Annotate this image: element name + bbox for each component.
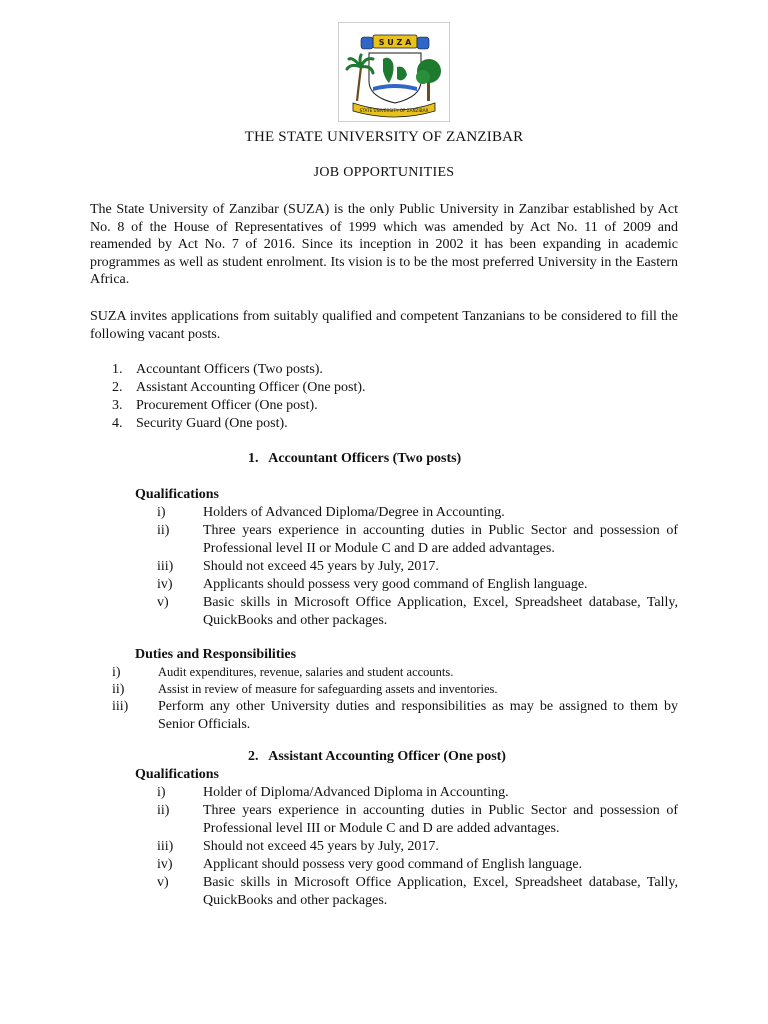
section-1-qualifications-heading: Qualifications	[135, 487, 220, 502]
qualification-item: i) Holder of Diploma/Advanced Diploma in Accounting.	[157, 785, 509, 800]
post-list-item: 4. Security Guard (One post).	[112, 416, 288, 431]
suza-crest-icon	[339, 23, 449, 121]
qualification-item: ii) Three years experience in accounting duties in Public Sector and possession of Professional level III or Module C and D are added advantages.	[157, 803, 678, 836]
post-list-item: 1. Accountant Officers (Two posts).	[112, 362, 323, 377]
intro-paragraph-2: SUZA invites applications from suitably qualified and competent Tanzanians to be considered to fill the following vacant posts.	[90, 309, 678, 342]
qualification-item: iii) Should not exceed 45 years by July, 2017.	[157, 559, 439, 574]
document-title: THE STATE UNIVERSITY OF ZANZIBAR	[244, 129, 524, 145]
qualification-item: ii) Three years experience in accounting duties in Public Sector and possession of Professional level II or Module C and D are added advantages.	[157, 523, 678, 556]
duty-item: i) Audit expenditures, revenue, salaries and student accounts.	[112, 665, 454, 680]
qualification-item: v) Basic skills in Microsoft Office Application, Excel, Spreadsheet database, Tally, QuickBooks and other packages.	[157, 595, 678, 628]
crest-shield	[369, 53, 421, 103]
document-subtitle: JOB OPPORTUNITIES	[313, 165, 455, 180]
crest-palm-trunk	[357, 67, 361, 101]
crest-ribbon-text: STATE UNIVERSITY OF ZANZIBAR	[359, 108, 429, 113]
post-list-item: 3. Procurement Officer (One post).	[112, 398, 318, 413]
section-2-heading: 2. Assistant Accounting Officer (One post)	[248, 749, 506, 764]
qualification-item: iv) Applicant should possess very good command of English language.	[157, 857, 583, 872]
section-2-qualifications-heading: Qualifications	[135, 767, 220, 782]
qualification-item: v) Basic skills in Microsoft Office Application, Excel, Spreadsheet database, Tally, QuickBooks and other packages.	[157, 875, 678, 908]
qualification-item: iv) Applicants should possess very good command of English language.	[157, 577, 588, 592]
crest-right-scroll	[417, 37, 429, 49]
duties-heading: Duties and Responsibilities	[135, 647, 297, 662]
duty-item: iii) Perform any other University duties and responsibilities as may be assigned to them by Senior Officials.	[112, 699, 678, 732]
crest-banner-text: S U Z A	[378, 38, 412, 47]
post-list-item: 2. Assistant Accounting Officer (One post).	[112, 380, 366, 395]
section-1-heading: 1. Accountant Officers (Two posts)	[248, 451, 462, 466]
duty-item: ii) Assist in review of measure for safeguarding assets and inventories.	[112, 682, 498, 697]
qualification-item: iii) Should not exceed 45 years by July, 2017.	[157, 839, 439, 854]
crest-left-scroll	[361, 37, 373, 49]
qualification-item: i) Holders of Advanced Diploma/Degree in Accounting.	[157, 505, 505, 520]
university-logo	[338, 22, 450, 122]
intro-paragraph-1: The State University of Zanzibar (SUZA) is the only Public University in Zanzibar established by Act No. 8 of the House of Representatives of 1999 which was amended by Act No. 11 of 2009 and reamended by Act No. 7 of 2016. Since its inception in 2002 it has been expanding in academic programmes as well as student enrolment. Its vision is to be the most preferred University in the Eastern Africa.	[90, 202, 678, 288]
